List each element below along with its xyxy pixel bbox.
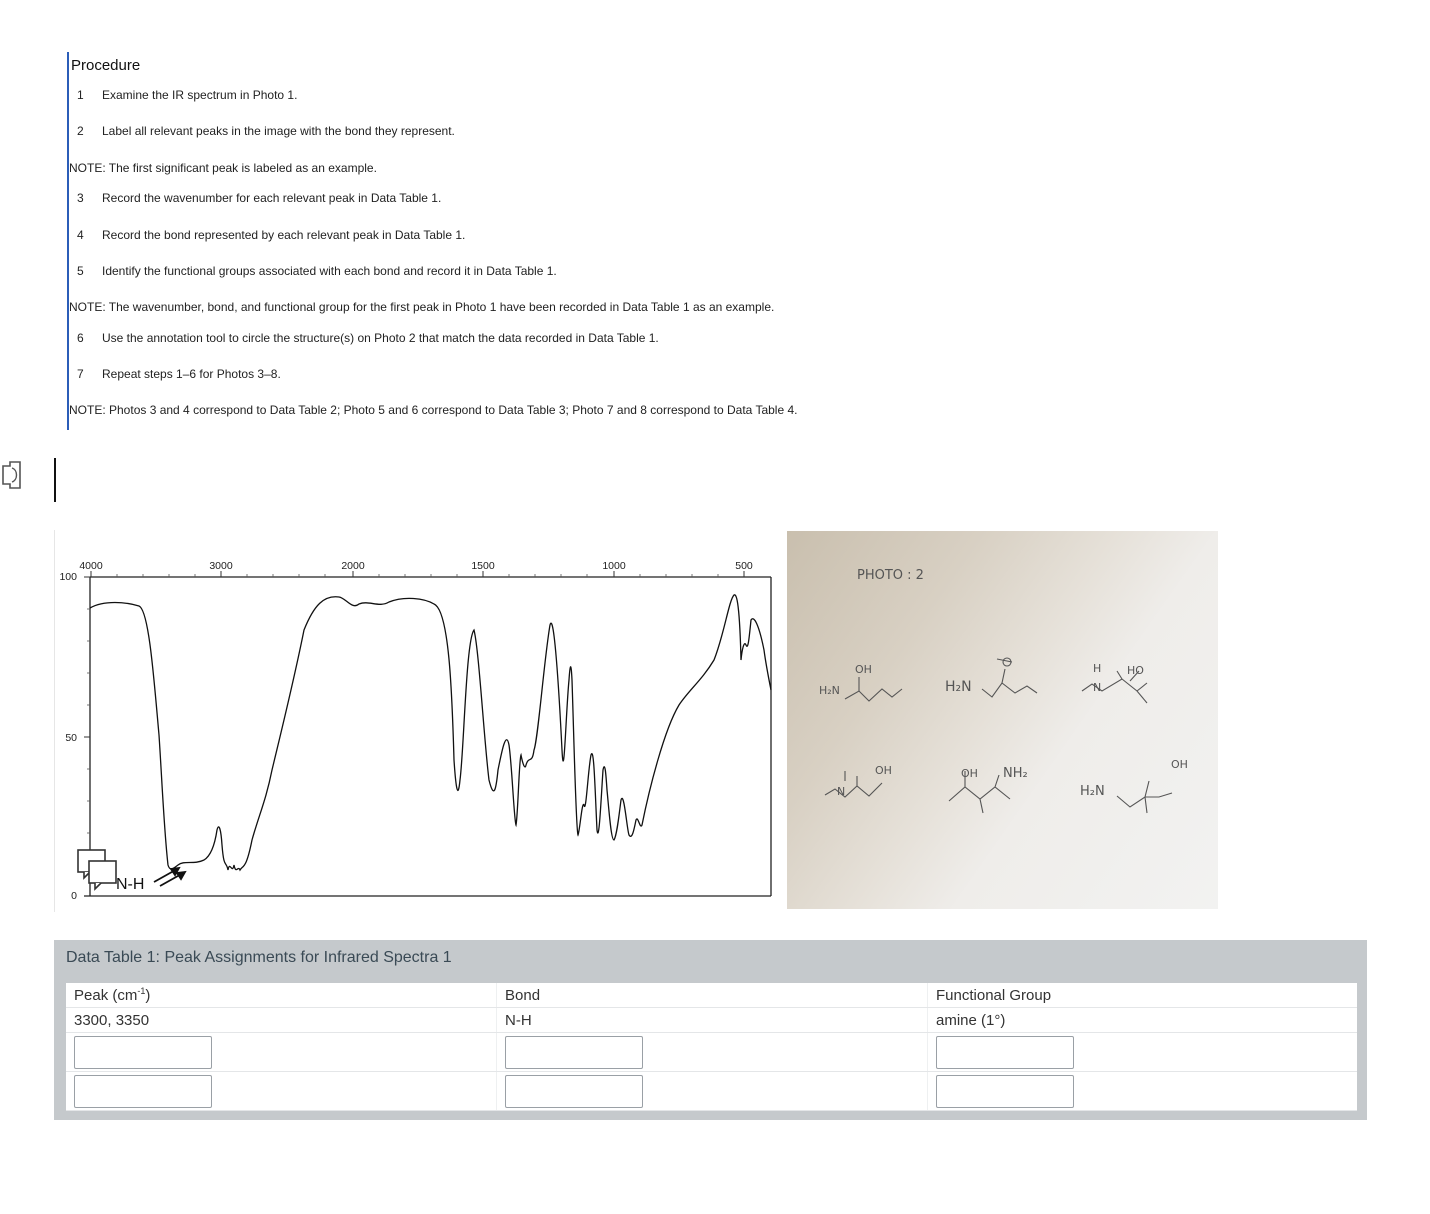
peak-input[interactable] — [74, 1075, 212, 1108]
structure-label: N — [837, 785, 846, 798]
step-number: 7 — [77, 367, 84, 381]
structure-label: N — [1093, 681, 1102, 694]
peak-input[interactable] — [74, 1036, 212, 1069]
step-number: 4 — [77, 228, 84, 242]
step-number: 3 — [77, 191, 84, 205]
header-bond: Bond — [497, 983, 928, 1008]
structure-label: NH₂ — [1003, 766, 1028, 781]
structure-label: OH — [875, 764, 892, 777]
example-functional-group: amine (1°) — [928, 1008, 1358, 1033]
procedure-note-3: NOTE: Photos 3 and 4 correspond to Data Table 2; Photo 5 and 6 correspond to Data Table 3; Photo 7 and 8 correspond to Data Table 4. — [69, 403, 798, 417]
comment-icon[interactable] — [78, 850, 116, 889]
x-tick-label: 4000 — [79, 560, 103, 572]
x-tick-label: 1500 — [471, 560, 495, 572]
procedure-title: Procedure — [71, 57, 141, 74]
bond-input[interactable] — [505, 1075, 643, 1108]
step-text: Record the bond represented by each relevant peak in Data Table 1. — [102, 228, 466, 242]
step-number: 5 — [77, 264, 84, 278]
table-row — [66, 1072, 1357, 1111]
molecule-2 — [982, 683, 1037, 697]
molecule-5 — [949, 771, 1010, 813]
functional-group-input[interactable] — [936, 1036, 1074, 1069]
table-row — [66, 1008, 1357, 1033]
procedure-step-1 — [77, 88, 297, 102]
structure-label: H₂N — [819, 684, 840, 697]
step-text: Record the wavenumber for each relevant peak in Data Table 1. — [102, 191, 442, 205]
example-bond: N-H — [497, 1008, 928, 1033]
procedure-step-5 — [77, 264, 557, 278]
structure-label: H — [1093, 662, 1102, 675]
peak-assignments-table — [66, 983, 1357, 1111]
structure-label: OH — [855, 663, 872, 676]
photo-2-title: PHOTO : 2 — [857, 568, 924, 583]
procedure-step-7 — [77, 367, 281, 381]
example-peak: 3300, 3350 — [66, 1008, 497, 1033]
bond-input[interactable] — [505, 1036, 643, 1069]
data-table-caption: Data Table 1: Peak Assignments for Infrared Spectra 1 — [66, 949, 452, 966]
y-tick-label: 0 — [71, 890, 77, 902]
structure-label: OH — [1171, 758, 1188, 771]
step-number: 2 — [77, 124, 84, 138]
procedure-section — [67, 52, 849, 430]
step-text: Use the annotation tool to circle the structure(s) on Photo 2 that match the data recorded in Data Table 1. — [102, 331, 659, 345]
table-header-row — [66, 983, 1357, 1008]
x-tick-label: 500 — [735, 560, 753, 572]
header-peak: Peak $(cm^{-1})$ — [66, 983, 497, 1008]
procedure-step-3 — [77, 191, 441, 205]
molecule-4 — [825, 771, 882, 797]
y-tick-label: 100 — [59, 571, 77, 583]
functional-group-input[interactable] — [936, 1075, 1074, 1108]
structure-label: OH — [961, 767, 978, 780]
header-functional-group: Functional Group — [928, 983, 1358, 1008]
procedure-step-2 — [77, 124, 455, 138]
photo-2-structures[interactable] — [787, 531, 1218, 909]
step-number: 1 — [77, 88, 84, 102]
data-table-1 — [54, 940, 1367, 1120]
structure-label: HO — [1127, 664, 1144, 677]
step-text: Identify the functional groups associated with each bond and record it in Data Table 1. — [102, 264, 557, 278]
procedure-note-2: NOTE: The wavenumber, bond, and functional group for the first peak in Photo 1 have been recorded in Data Table 1 as an example. — [69, 300, 775, 314]
procedure-step-6 — [77, 331, 659, 345]
procedure-note-1: NOTE: The first significant peak is labeled as an example. — [69, 161, 377, 175]
step-text: Label all relevant peaks in the image with the bond they represent. — [102, 124, 455, 138]
step-text: Examine the IR spectrum in Photo 1. — [102, 88, 298, 102]
step-number: 6 — [77, 331, 84, 345]
structure-label: H₂N — [945, 679, 972, 695]
x-tick-label: 2000 — [341, 560, 365, 572]
x-tick-label: 1000 — [602, 560, 626, 572]
nh-peak-label[interactable]: N-H — [116, 876, 145, 893]
spectrum-trace — [90, 595, 771, 870]
molecule-6 — [1117, 781, 1172, 813]
y-tick-label: 50 — [65, 732, 77, 744]
photo-1-ir-spectrum[interactable] — [54, 530, 787, 912]
x-tick-label: 3000 — [209, 560, 233, 572]
peak-arrow-icon — [154, 868, 185, 886]
step-text: Repeat steps 1–6 for Photos 3–8. — [102, 367, 281, 381]
table-row — [66, 1033, 1357, 1072]
molecule-1 — [845, 689, 902, 701]
text-cursor — [54, 458, 56, 502]
structure-label: H₂N — [1080, 784, 1105, 799]
annotation-cursor-icon — [0, 460, 26, 492]
procedure-step-4 — [77, 228, 465, 242]
